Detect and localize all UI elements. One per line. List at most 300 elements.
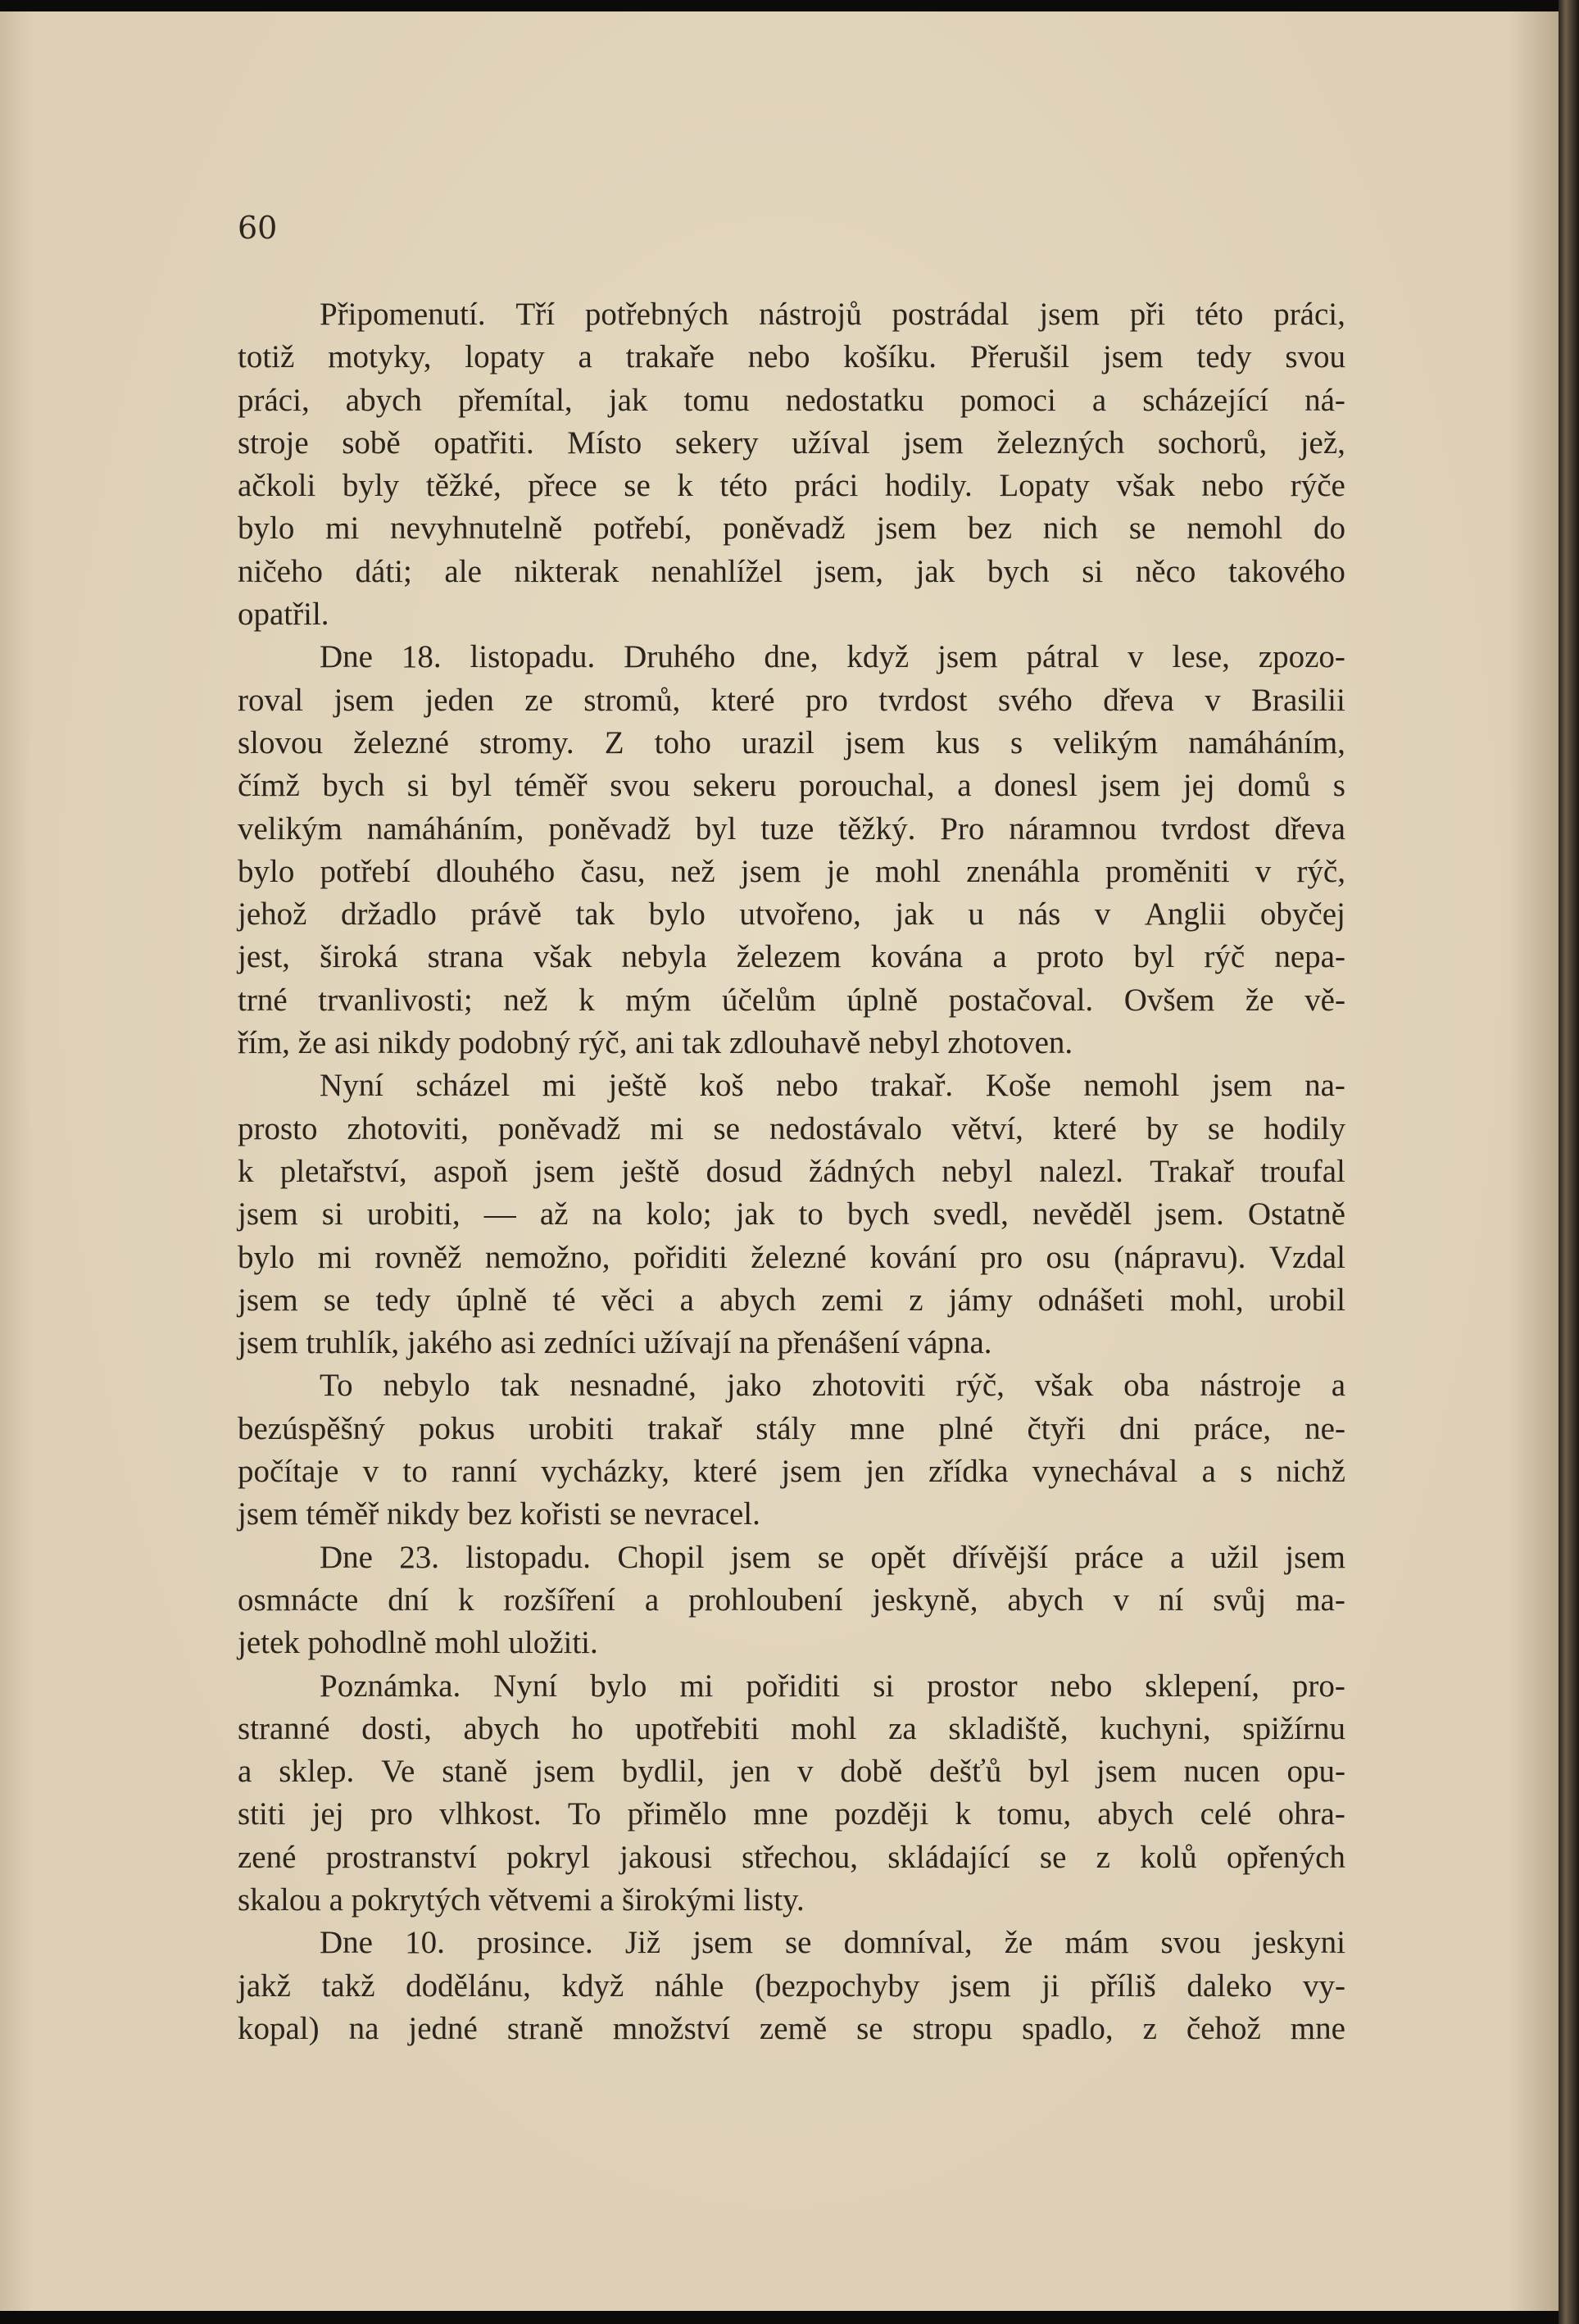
word: vynechával [1032, 1454, 1178, 1490]
word: bych [846, 1196, 910, 1232]
word: takž [321, 1968, 375, 2004]
word: v [1094, 896, 1111, 933]
text-line: řím, že asi nikdy podobný rýč, ani tak zdlouhavě nebyl zhotoven. [238, 1025, 1073, 1061]
text-line [238, 765, 1345, 807]
word: jsem [903, 424, 964, 461]
word: znenáhla [966, 853, 1080, 889]
word: nebo [1201, 468, 1264, 504]
word: na [348, 2010, 379, 2046]
word: nevěděl [1032, 1196, 1132, 1232]
word: ze [524, 682, 553, 718]
text-line [238, 1279, 1345, 1322]
word: jsem [534, 1754, 595, 1790]
word: trakař. [870, 1068, 954, 1104]
word: prostranství [325, 1839, 477, 1875]
word: jsem [951, 1968, 1011, 2004]
word: k [458, 1582, 474, 1618]
word: jeden [424, 682, 494, 718]
word: přece [528, 468, 597, 504]
word: však [1034, 1368, 1094, 1404]
word: velikým [1053, 724, 1159, 760]
word: stromů, [583, 682, 681, 718]
word: mne [1290, 2010, 1345, 2046]
word: železných [996, 424, 1125, 461]
text-line [238, 1965, 1345, 2008]
word: abych [463, 1710, 540, 1746]
word: Dne [320, 1925, 373, 1961]
word: proto [1036, 939, 1105, 975]
word: Přerušil [969, 339, 1070, 375]
word: se [1207, 1110, 1235, 1146]
body-text [238, 293, 1345, 2050]
word: nevyhnutelně [390, 511, 563, 547]
word: by [1146, 1110, 1178, 1146]
word: prohloubení [688, 1582, 843, 1618]
word: slovou [238, 724, 324, 760]
word: bylo [238, 1239, 295, 1275]
word: poněvadž [723, 511, 846, 547]
word: s [1332, 768, 1345, 804]
word: k [579, 982, 595, 1018]
word: urobiti [529, 1410, 615, 1446]
word: téměř [514, 768, 588, 804]
word: ho [571, 1710, 604, 1746]
word: jsem [1100, 768, 1161, 804]
word: k [677, 468, 693, 504]
word: nebyl [942, 1153, 1013, 1189]
word: tak [575, 896, 615, 933]
word: hodily [1264, 1110, 1345, 1146]
word: prosince. [476, 1925, 593, 1961]
word: abych [1097, 1796, 1174, 1832]
word: jsem [876, 511, 937, 547]
text-line: jetek pohodlně mohl uložiti. [238, 1625, 598, 1661]
word: Připomenutí. [320, 297, 486, 332]
word: pletařství, [279, 1153, 407, 1189]
word: pro- [1291, 1668, 1345, 1704]
word: kus [935, 724, 980, 760]
text-line [238, 422, 1345, 465]
word: této [719, 468, 768, 504]
word: sekeru [692, 768, 777, 804]
text-line [238, 1064, 1345, 1107]
word: dlouhého [436, 853, 556, 889]
word: scházel [415, 1068, 510, 1104]
word: náhle [654, 1968, 724, 2004]
word: To [567, 1796, 601, 1832]
word: jako [726, 1368, 782, 1404]
word: svou [1160, 1925, 1222, 1961]
word: při [1129, 297, 1166, 332]
word: abych [1007, 1582, 1084, 1618]
word: Brasilii [1251, 682, 1345, 718]
word: opět [870, 1539, 926, 1575]
word: stály [755, 1410, 816, 1446]
word: jen [865, 1454, 905, 1490]
word: když [561, 1968, 624, 2004]
word: a [238, 1754, 252, 1790]
word: účelům [721, 982, 816, 1018]
word: jsem [1285, 1539, 1345, 1575]
word: vlhkost. [439, 1796, 542, 1832]
word: dešťů [929, 1754, 1002, 1790]
word: nemohl [1187, 511, 1283, 547]
word: nemohl [1083, 1068, 1180, 1104]
word: odnášeti [1037, 1282, 1145, 1318]
word: ma- [1295, 1582, 1345, 1618]
text-line [238, 1237, 1345, 1279]
word: obyčej [1259, 896, 1345, 933]
text-line: skalou a pokrytých větvemi a širokými listy. [238, 1881, 805, 1918]
text-line: jsem téměř nikdy bez kořisti se nevracel. [238, 1496, 760, 1532]
word: mi [317, 1239, 352, 1275]
word: si [321, 1196, 343, 1232]
text-line: opatřil. [238, 597, 329, 633]
word: pro [980, 1239, 1023, 1275]
word: kována [870, 939, 964, 975]
word: tvrdost [1161, 810, 1250, 847]
word: nebo [776, 1068, 838, 1104]
word: ještě [608, 1068, 667, 1104]
word: věci [601, 1282, 655, 1318]
word: jej [311, 1796, 344, 1832]
word: sklep. [279, 1754, 355, 1790]
word: dřívější [951, 1539, 1048, 1575]
word: (nápravu). [1114, 1239, 1246, 1275]
word: době [840, 1754, 903, 1790]
word: bych [987, 553, 1050, 589]
word: nepa- [1274, 939, 1345, 975]
word: tedy [375, 1282, 431, 1318]
word: abych [719, 1282, 796, 1318]
word: potřebí [320, 853, 411, 889]
word: košíku. [843, 339, 937, 375]
word: nebyla [621, 939, 707, 975]
text-line [238, 1364, 1345, 1407]
word: zené [238, 1839, 297, 1875]
word: spižírnu [1242, 1710, 1345, 1746]
word: bydlil, [621, 1754, 705, 1790]
word: osu [1046, 1239, 1091, 1275]
word: přemítal, [457, 382, 573, 418]
word: dosti, [361, 1710, 432, 1746]
word: svou [1285, 339, 1345, 375]
word: k [238, 1153, 254, 1189]
word: bylo [648, 896, 706, 933]
word: porouchal, [798, 768, 935, 804]
word: jsem [937, 639, 998, 675]
word: bezúspěšný [238, 1410, 385, 1446]
word: nás [1018, 896, 1061, 933]
word: Chopil [617, 1539, 705, 1575]
word: Místo [567, 424, 642, 461]
word: osmnácte [238, 1582, 359, 1618]
word: byl [451, 768, 492, 804]
word: zhotoviti, [347, 1110, 469, 1146]
word: čímž [238, 768, 300, 804]
word: kopal) [238, 2010, 320, 2046]
word: jsem [1039, 297, 1100, 332]
word: byl [695, 810, 737, 847]
word: pátral [1026, 639, 1100, 675]
word: namáháním, [1188, 724, 1345, 760]
word: stropu [912, 2010, 993, 2046]
word: to [798, 1196, 824, 1232]
word: troufal [1259, 1153, 1345, 1189]
word: jej [1182, 768, 1215, 804]
word: Ve [381, 1754, 415, 1790]
word: a [1201, 1454, 1216, 1490]
word: že [1004, 1925, 1033, 1961]
word: sobě [342, 424, 401, 461]
text-line [238, 507, 1345, 550]
word: času, [580, 853, 646, 889]
word: které [1052, 1110, 1117, 1146]
word: Vzdal [1268, 1239, 1345, 1275]
word: jak [608, 382, 648, 418]
word: 18. [401, 639, 442, 675]
word: se [624, 468, 651, 504]
word: mne [849, 1410, 905, 1446]
word: 10. [405, 1925, 445, 1961]
word: dřeva [1103, 682, 1174, 718]
word: tak [500, 1368, 540, 1404]
word: práci, [238, 382, 310, 418]
word: tuze [760, 810, 814, 847]
word: stiti [238, 1796, 286, 1832]
word: kolů [1140, 1839, 1197, 1875]
word: kování [869, 1239, 957, 1275]
word: staně [442, 1754, 508, 1790]
word: této [1195, 297, 1244, 332]
text-line [238, 979, 1345, 1022]
word: a [957, 768, 972, 804]
word: nesnadné, [569, 1368, 696, 1404]
book-page [0, 11, 1559, 2311]
word: v [797, 1754, 814, 1790]
word: které [693, 1454, 758, 1490]
word: abych [345, 382, 422, 418]
word: donesl [994, 768, 1078, 804]
word: pořiditi [746, 1668, 841, 1704]
word: nedostatku [785, 382, 924, 418]
word: jsem [1096, 1754, 1157, 1790]
word: listopadu. [465, 1539, 592, 1575]
word: nedostávalo [769, 1110, 923, 1146]
word: se [1128, 511, 1156, 547]
word: mi [679, 1668, 714, 1704]
word: Z [604, 724, 624, 760]
word: jeskyně, [872, 1582, 978, 1618]
word: jak [735, 1196, 775, 1232]
word: potřebných [584, 297, 729, 332]
word: Ostatně [1247, 1196, 1345, 1232]
word: dáti; [355, 553, 412, 589]
word: jež, [1300, 424, 1345, 461]
word: jak [895, 896, 934, 933]
word: opřených [1226, 1839, 1345, 1875]
word: Druhého [624, 639, 736, 675]
word: tomu, [997, 1796, 1072, 1832]
word: roval [238, 682, 304, 718]
word: svedl, [932, 1196, 1009, 1232]
word: daleko [1187, 1968, 1273, 2004]
word: nebo [747, 339, 810, 375]
word: jsem [781, 1454, 842, 1490]
word: jen [731, 1754, 771, 1790]
word: stromy. [479, 724, 574, 760]
word: nikterak [514, 553, 619, 589]
word: strana [427, 939, 504, 975]
text-line [238, 893, 1345, 936]
word: Nyní [320, 1068, 383, 1104]
word: ne- [1304, 1410, 1345, 1446]
word: Nyní [493, 1668, 558, 1704]
word: stranné [238, 1710, 330, 1746]
word: Dne [320, 639, 373, 675]
word: urobiti, [366, 1196, 461, 1232]
word: nástrojů [759, 297, 862, 332]
word: mohl, [1169, 1282, 1244, 1318]
word: nucen [1183, 1754, 1260, 1790]
word: pokryl [506, 1839, 590, 1875]
word: v [1113, 1582, 1129, 1618]
word: že [1245, 982, 1274, 1018]
word: rovněž [374, 1239, 462, 1275]
word: proměniti [1105, 853, 1230, 889]
word: namáháním, [366, 810, 524, 847]
word: Trakař [1150, 1153, 1234, 1189]
word: a [644, 1582, 660, 1618]
text-line [238, 1793, 1345, 1836]
word: jeskyni [1253, 1925, 1345, 1961]
word: rýč, [955, 1368, 1005, 1404]
word: práci [794, 468, 859, 504]
word: postačoval. [948, 982, 1094, 1018]
word: ačkoli [238, 468, 316, 504]
word: na [592, 1196, 623, 1232]
word: bylo [238, 853, 295, 889]
word: rýče [1290, 468, 1345, 504]
word: jsem [1102, 339, 1164, 375]
word: příliš [1090, 1968, 1156, 2004]
text-line [238, 808, 1345, 851]
word: potřebí, [593, 511, 692, 547]
word: koš [699, 1068, 744, 1104]
word: u [968, 896, 984, 933]
word: Poznámka. [320, 1668, 461, 1704]
word: nemožno, [484, 1239, 610, 1275]
word: si [406, 768, 429, 804]
word: poněvadž [548, 810, 671, 847]
word: dosud [706, 1153, 783, 1189]
word: scházející [1142, 382, 1268, 418]
word: opu- [1286, 1754, 1345, 1790]
text-line [238, 1922, 1345, 1964]
word: mám [1064, 1925, 1129, 1961]
word: v [362, 1454, 379, 1490]
word: později [834, 1796, 929, 1832]
word: až [539, 1196, 569, 1232]
word: jakž [238, 1968, 291, 2004]
text-line: jsem truhlík, jakého asi zedníci užívají na přenášení vápna. [238, 1325, 992, 1361]
word: v [1128, 639, 1144, 675]
word: dřeva [1274, 810, 1345, 847]
word: je [826, 853, 850, 889]
text-line [238, 293, 1345, 336]
word: jsem [333, 682, 395, 718]
word: Tří [515, 297, 556, 332]
word: jsem, [814, 553, 884, 589]
word: nichž [1276, 1454, 1345, 1490]
word: pořiditi [633, 1239, 728, 1275]
word: rýč [1204, 939, 1246, 975]
word: mohl [874, 853, 942, 889]
word: jsem [238, 1282, 298, 1318]
text-line [238, 679, 1345, 722]
word: těžký. [838, 810, 916, 847]
word: zemi [821, 1282, 884, 1318]
text-line [238, 379, 1345, 422]
word: jehož [238, 896, 307, 933]
word: do [1314, 511, 1345, 547]
word: široká [320, 939, 398, 975]
word: jakousi [619, 1839, 712, 1875]
word: tedy [1196, 339, 1252, 375]
word: té [552, 1282, 576, 1318]
word: než [670, 853, 715, 889]
word: listopadu. [470, 639, 596, 675]
word: množství [612, 2010, 730, 2046]
word: se [856, 2010, 883, 2046]
word: bylo [590, 1668, 647, 1704]
word: práce [1074, 1539, 1144, 1575]
word: za [888, 1710, 917, 1746]
word: které [710, 682, 775, 718]
word: jsem [730, 1539, 792, 1575]
text-line [238, 851, 1345, 893]
word: bych [322, 768, 385, 804]
word: k [955, 1796, 971, 1832]
word: si [1082, 553, 1104, 589]
word: a [1331, 1368, 1345, 1404]
word: žádných [809, 1153, 915, 1189]
word: čehož [1186, 2010, 1261, 2046]
word: v [1205, 682, 1221, 718]
text-line [238, 722, 1345, 765]
word: tomu [683, 382, 750, 418]
word: kolo; [646, 1196, 712, 1232]
word: ní [1158, 1582, 1184, 1618]
word: železné [751, 1239, 847, 1275]
word: však [1116, 468, 1175, 504]
word: užíval [792, 424, 870, 461]
word: si [873, 1668, 895, 1704]
word: skladiště, [948, 1710, 1069, 1746]
word: mohl [791, 1710, 857, 1746]
word: domů [1237, 768, 1311, 804]
word: železné [353, 724, 449, 760]
word: něco [1135, 553, 1196, 589]
word: větví, [951, 1110, 1023, 1146]
word: 23. [399, 1539, 440, 1575]
word: v [1255, 853, 1272, 889]
text-line [238, 551, 1345, 593]
word: opatřiti. [433, 424, 534, 461]
word: urobil [1268, 1282, 1345, 1318]
word: pomoci [960, 382, 1056, 418]
word: nenahlížel [651, 553, 783, 589]
